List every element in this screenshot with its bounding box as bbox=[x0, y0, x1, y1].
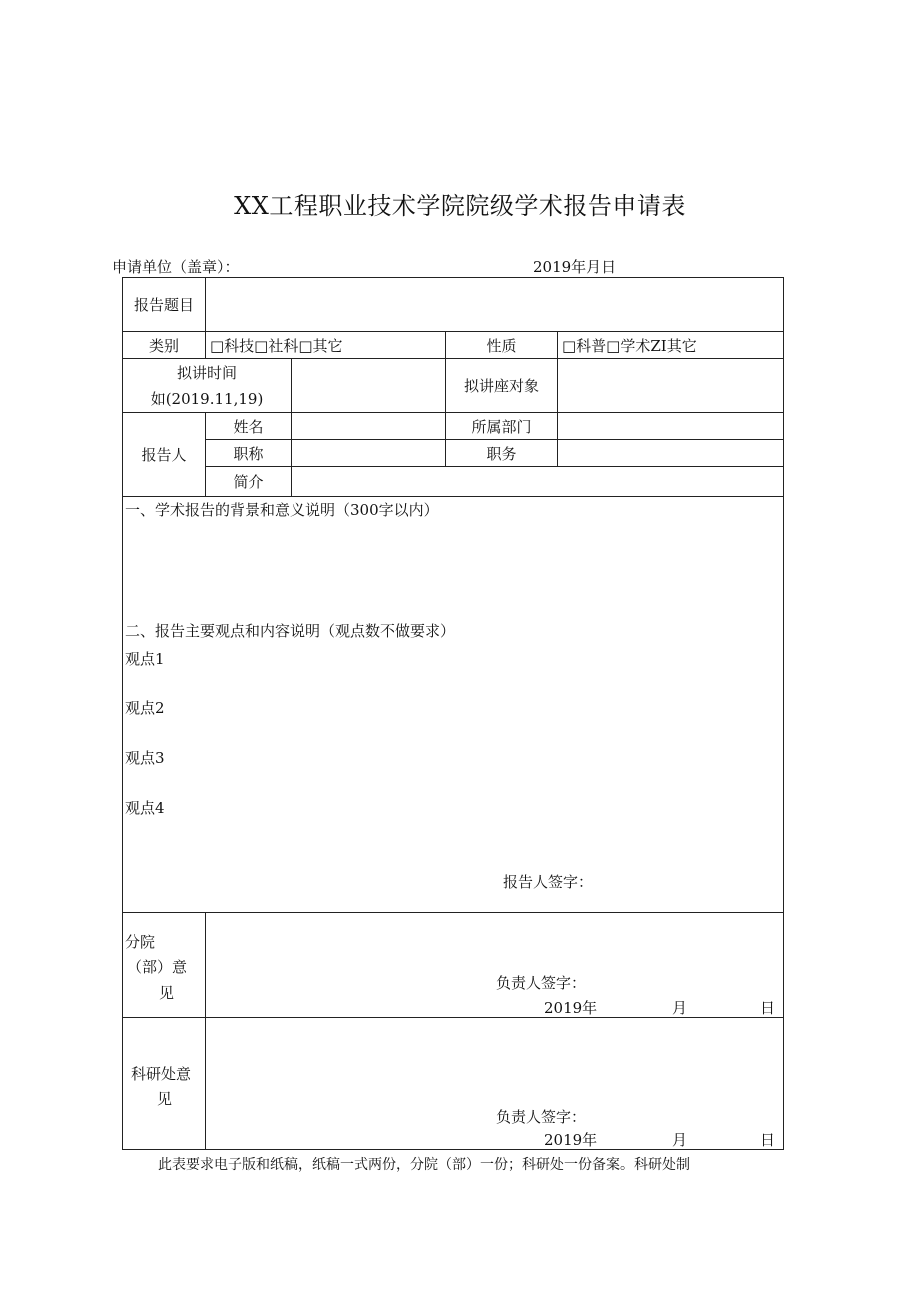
research-opinion-field[interactable] bbox=[206, 1018, 784, 1150]
topic-label: 报告题目 bbox=[123, 278, 206, 332]
position-label: 职务 bbox=[446, 440, 558, 467]
time-label-line2: 如(2019.11,19) bbox=[150, 389, 264, 408]
title-field[interactable] bbox=[292, 440, 446, 467]
research-sign-month: 月 bbox=[672, 1131, 688, 1149]
category-checkboxes[interactable]: □科技□社科□其它 bbox=[206, 332, 446, 359]
intro-row bbox=[123, 467, 784, 497]
branch-leader-signature-label: 负责人签字： bbox=[496, 974, 587, 992]
research-opinion-label bbox=[123, 1018, 206, 1150]
time-row bbox=[123, 359, 784, 413]
audience-label: 拟讲座对象 bbox=[446, 359, 558, 413]
branch-opinion-row bbox=[123, 913, 784, 1018]
point-4: 观点4 bbox=[125, 799, 165, 817]
branch-sign-month: 月 bbox=[672, 999, 688, 1017]
time-label-line1: 拟讲时间 bbox=[176, 363, 237, 382]
page-title: XX工程职业技术学院院级学术报告申请表 bbox=[234, 192, 686, 220]
point-1: 观点1 bbox=[125, 650, 165, 668]
section2-heading: 二、报告主要观点和内容说明（观点数不做要求） bbox=[125, 622, 456, 640]
reporter-label: 报告人 bbox=[123, 413, 206, 497]
name-label: 姓名 bbox=[206, 413, 292, 440]
name-field[interactable] bbox=[292, 413, 446, 440]
branch-label-line1: 分院 bbox=[125, 933, 156, 951]
branch-label-line2: （部）意 bbox=[127, 958, 188, 976]
footer-note: 此表要求电子版和纸稿，纸稿一式两份，分院（部）一份；科研处一份备案。科研处制 bbox=[158, 1157, 690, 1173]
audience-field[interactable] bbox=[558, 359, 784, 413]
content-row bbox=[123, 497, 784, 913]
research-sign-year: 2019年 bbox=[544, 1131, 598, 1149]
position-field[interactable] bbox=[558, 440, 784, 467]
branch-opinion-label bbox=[123, 913, 206, 1018]
research-leader-signature-label: 负责人签字： bbox=[496, 1108, 587, 1126]
applicant-unit-label: 申请单位（盖章）： bbox=[112, 258, 240, 276]
reporter-signature-label: 报告人签字： bbox=[503, 873, 594, 891]
topic-row bbox=[123, 278, 784, 332]
research-opinion-row bbox=[123, 1018, 784, 1150]
category-row bbox=[123, 332, 784, 359]
topic-field[interactable] bbox=[206, 278, 784, 332]
nature-checkboxes[interactable]: □科普□学术ZI其它 bbox=[558, 332, 784, 359]
application-date: 2019年月日 bbox=[533, 258, 617, 276]
intro-label: 简介 bbox=[206, 467, 292, 497]
point-3: 观点3 bbox=[125, 749, 165, 767]
point-2: 观点2 bbox=[125, 699, 165, 717]
research-label-line1: 科研处意 bbox=[131, 1065, 192, 1083]
branch-opinion-field[interactable] bbox=[206, 913, 784, 1018]
branch-label-line3: 见 bbox=[159, 984, 175, 1002]
branch-sign-day: 日 bbox=[760, 999, 776, 1017]
dept-field[interactable] bbox=[558, 413, 784, 440]
content-area[interactable] bbox=[123, 497, 784, 913]
application-form bbox=[122, 277, 784, 1150]
section1-heading: 一、学术报告的背景和意义说明（300字以内） bbox=[125, 501, 439, 519]
category-label: 类别 bbox=[123, 332, 206, 359]
research-sign-day: 日 bbox=[760, 1131, 776, 1149]
dept-label: 所属部门 bbox=[446, 413, 558, 440]
title-label: 职称 bbox=[206, 440, 292, 467]
branch-sign-year: 2019年 bbox=[544, 999, 598, 1017]
intro-field[interactable] bbox=[292, 467, 784, 497]
title-row bbox=[123, 440, 784, 467]
research-label-line2: 见 bbox=[157, 1090, 173, 1108]
time-field[interactable] bbox=[292, 359, 446, 413]
name-row bbox=[123, 413, 784, 440]
time-label bbox=[123, 359, 292, 413]
nature-label: 性质 bbox=[446, 332, 558, 359]
